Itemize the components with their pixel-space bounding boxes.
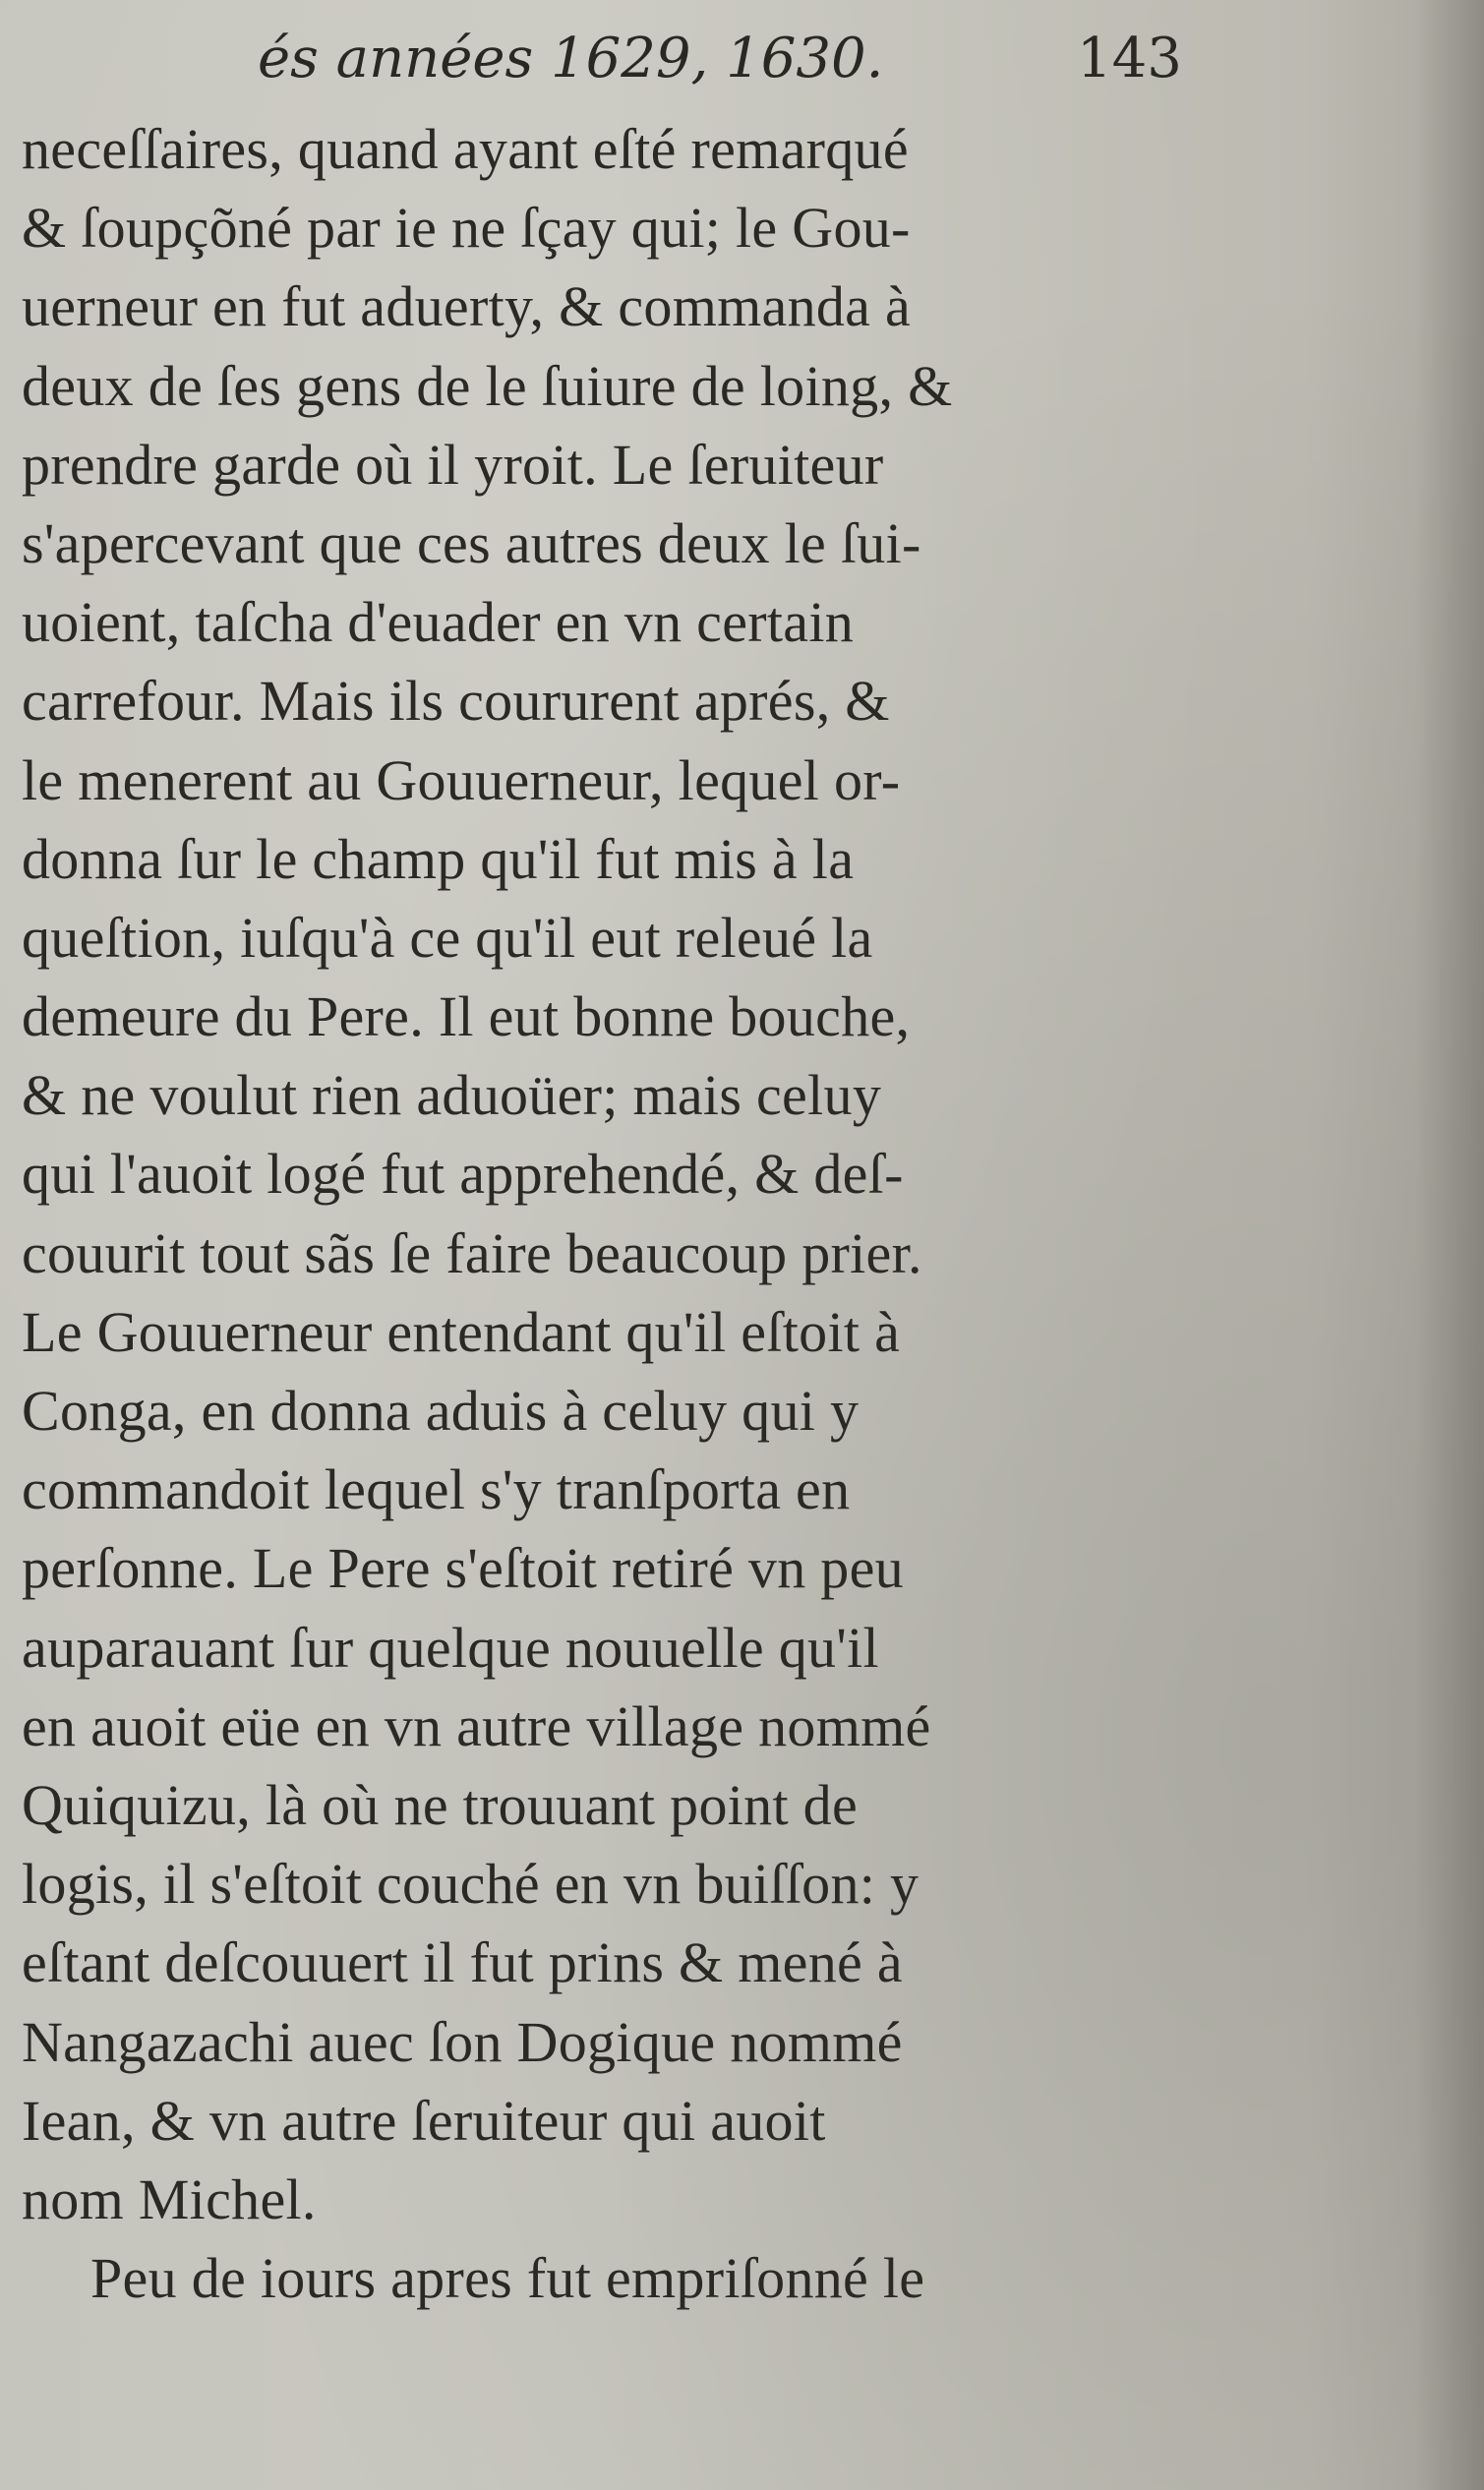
- paragraph-start-line: Peu de iours apres fut empriſonné le: [90, 2246, 925, 2311]
- text-line: s'apercevant que ces autres deux le ſui-: [22, 510, 921, 575]
- text-line: en auoit eüe en vn autre village nommé: [22, 1693, 931, 1758]
- text-line: Iean, & vn autre ſeruiteur qui auoit: [22, 2088, 826, 2153]
- page-number: 143: [1077, 27, 1182, 90]
- body-text: [22, 110, 1202, 2323]
- text-line: & ſoupçõné par ie ne ſçay qui; le Gou-: [22, 196, 911, 261]
- text-line: carrefour. Mais ils coururent aprés, &: [22, 669, 890, 734]
- running-head-title: és années 1629, 1630.: [258, 27, 884, 90]
- text-line: neceſſaires, quand ayant eſté remarqué: [22, 117, 909, 181]
- text-line: nom Michel.: [22, 2166, 317, 2231]
- text-line: uerneur en fut aduerty, & commanda à: [22, 274, 912, 339]
- running-head: [0, 20, 1484, 98]
- text-line: auparauant ſur quelque nouuelle qu'il: [22, 1615, 879, 1680]
- text-line: eſtant deſcouuert il fut prins & mené à: [22, 1930, 903, 1995]
- text-line: perſonne. Le Pere s'eſtoit retiré vn peu: [22, 1536, 904, 1601]
- text-line: logis, il s'eſtoit couché en vn buiſſon: y: [22, 1852, 920, 1917]
- text-line: uoient, taſcha d'euader en vn certain: [22, 590, 855, 655]
- text-line: demeure du Pere. Il eut bonne bouche,: [22, 984, 911, 1049]
- text-line: donna ſur le champ qu'il fut mis à la: [22, 826, 855, 891]
- text-line: Le Gouuerneur entendant qu'il eſtoit à: [22, 1299, 901, 1364]
- text-line: queſtion, iuſqu'à ce qu'il eut releué la: [22, 905, 873, 970]
- text-line: le menerent au Gouuerneur, lequel or-: [22, 747, 901, 812]
- text-line: Nangazachi auec ſon Dogique nommé: [22, 2009, 903, 2074]
- text-line: deux de ſes gens de le ſuiure de loing, &: [22, 353, 953, 418]
- text-line: & ne voulut rien aduoüer; mais celuy: [22, 1063, 882, 1128]
- text-line: commandoit lequel s'y tranſporta en: [22, 1457, 851, 1522]
- text-line: prendre garde où il yroit. Le ſeruiteur: [22, 432, 884, 497]
- text-line: couurit tout sãs ſe faire beaucoup prier.: [22, 1220, 922, 1285]
- text-line: qui l'auoit logé fut apprehendé, & deſ-: [22, 1142, 904, 1207]
- text-line: Quiquizu, là où ne trouuant point de: [22, 1772, 859, 1837]
- text-line: Conga, en donna aduis à celuy qui y: [22, 1379, 860, 1443]
- page-edge-shadow: [1415, 0, 1484, 2490]
